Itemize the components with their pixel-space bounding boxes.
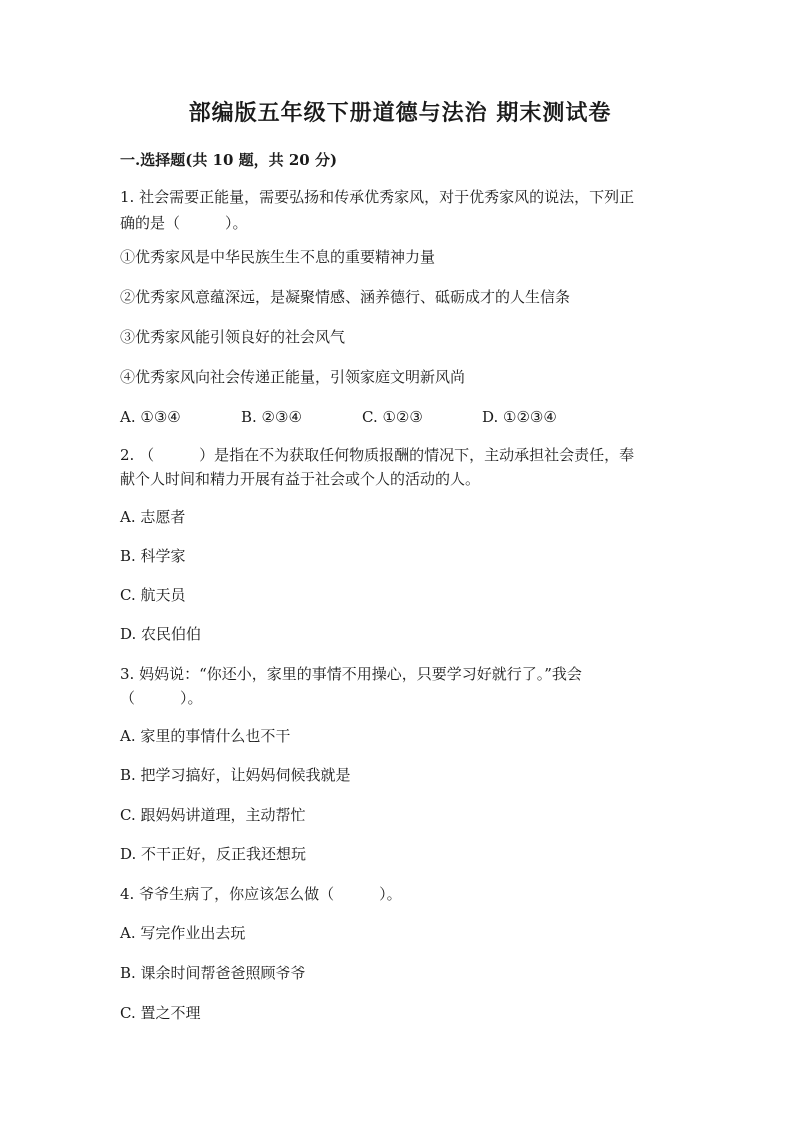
q1-statement-4: ④优秀家风向社会传递正能量，引领家庭文明新风尚	[120, 368, 466, 386]
q1-options-row	[120, 406, 557, 429]
q3-stem-line2: （ ）。	[120, 689, 203, 707]
q2-option-b[interactable]: B. 科学家	[120, 547, 186, 565]
q3-stem-line1: 3. 妈妈说：“你还小，家里的事情不用操心，只要学习好就行了。”我会	[120, 665, 582, 683]
q4-stem-line1: 4. 爷爷生病了，你应该怎么做（ ）。	[120, 885, 402, 903]
q1-option-c[interactable]: C. ①②③	[362, 408, 423, 426]
q1-stem-line2: 确的是（ ）。	[120, 214, 248, 232]
q3-option-c[interactable]: C. 跟妈妈讲道理，主动帮忙	[120, 806, 306, 824]
q2-stem-line2: 献个人时间和精力开展有益于社会或个人的活动的人。	[120, 470, 481, 488]
q3-option-b[interactable]: B. 把学习搞好，让妈妈伺候我就是	[120, 766, 351, 784]
q4-option-c[interactable]: C. 置之不理	[120, 1004, 201, 1022]
q1-stem-line1: 1. 社会需要正能量，需要弘扬和传承优秀家风，对于优秀家风的说法，下列正	[120, 188, 635, 206]
q3-option-a[interactable]: A. 家里的事情什么也不干	[120, 727, 291, 745]
q2-option-d[interactable]: D. 农民伯伯	[120, 625, 202, 643]
q2-option-a[interactable]: A. 志愿者	[120, 508, 186, 526]
page-title: 部编版五年级下册道德与法治 期末测试卷	[188, 100, 612, 126]
q4-option-a[interactable]: A. 写完作业出去玩	[120, 924, 246, 942]
q3-option-d[interactable]: D. 不干正好，反正我还想玩	[120, 845, 307, 863]
q1-statement-3: ③优秀家风能引领良好的社会风气	[120, 328, 346, 346]
q1-statement-1: ①优秀家风是中华民族生生不息的重要精神力量	[120, 248, 436, 266]
q1-option-a[interactable]: A. ①③④	[120, 408, 181, 426]
q1-option-d[interactable]: D. ①②③④	[482, 408, 557, 426]
section-heading: 一.选择题(共 10 题，共 20 分)	[120, 151, 338, 169]
q1-statement-2: ②优秀家风意蕴深远，是凝聚情感、涵养德行、砥砺成才的人生信条	[120, 288, 571, 306]
q2-option-c[interactable]: C. 航天员	[120, 586, 186, 604]
q1-option-b[interactable]: B. ②③④	[241, 408, 302, 426]
q4-option-b[interactable]: B. 课余时间帮爸爸照顾爷爷	[120, 964, 306, 982]
q2-stem-line1: 2. （ ）是指在不为获取任何物质报酬的情况下，主动承担社会责任，奉	[120, 446, 635, 464]
